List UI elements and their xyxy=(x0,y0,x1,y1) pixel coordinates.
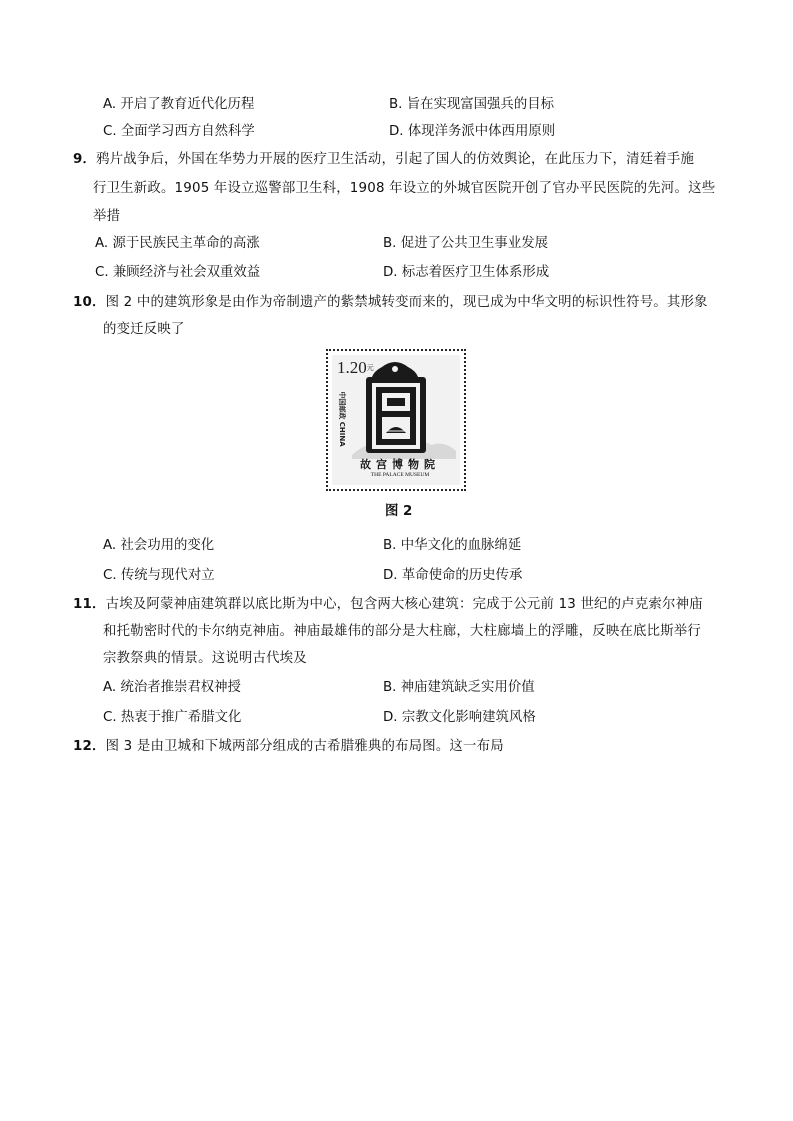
q11-option-c: C. 热衷于推广希腊文化 xyxy=(103,710,242,725)
q11-option-a: A. 统治者推崇君权神授 xyxy=(103,680,241,695)
q11-option-b: B. 神庙建筑缺乏实用价值 xyxy=(383,680,535,695)
q10-stem-line2: 的变迁反映了 xyxy=(103,322,185,337)
q8-option-d: D. 体现洋务派中体西用原则 xyxy=(389,124,556,139)
q9-stem-line2: 行卫生新政。1905 年设立巡警部卫生科，1908 年设立的外城官医院开创了官办平民医院的先河。这些 xyxy=(93,181,716,196)
q9-option-c: C. 兼顾经济与社会双重效益 xyxy=(95,265,261,280)
q9-text-1: 鸦片战争后，外国在华势力开展的医疗卫生活动，引起了国人的仿效舆论，在此压力下，清廷着手施 xyxy=(96,152,695,167)
q11-stem-line3: 宗教祭典的情景。这说明古代埃及 xyxy=(103,651,307,666)
stamp-artwork xyxy=(332,355,460,485)
stamp-value: 1.20 xyxy=(337,358,367,377)
q9-option-a: A. 源于民族民主革命的高涨 xyxy=(95,236,260,251)
q9-option-d: D. 标志着医疗卫生体系形成 xyxy=(383,265,550,280)
stamp-country: 中国邮政 CHINA xyxy=(338,391,346,447)
q10-option-d: D. 革命使命的历史传承 xyxy=(383,568,523,583)
q10-option-b: B. 中华文化的血脉绵延 xyxy=(383,538,522,553)
q10-stem-line1 xyxy=(73,294,708,312)
q11-option-d: D. 宗教文化影响建筑风格 xyxy=(383,710,536,725)
figure-2-caption: 图 2 xyxy=(385,504,413,519)
palace-museum-stamp xyxy=(326,349,466,491)
q12-text-1: 图 3 是由卫城和下城两部分组成的古希腊雅典的布局图。这一布局 xyxy=(105,739,504,754)
stamp-unit: 元 xyxy=(366,364,374,372)
stamp-title-cn: 故宫博物院 xyxy=(360,458,440,471)
q9-stem-line1 xyxy=(73,151,694,169)
q12-number: 12． xyxy=(73,739,106,754)
q11-stem-line2: 和托勒密时代的卡尔纳克神庙。神庙最雄伟的部分是大柱廊，大柱廊墙上的浮雕，反映在底比斯举行 xyxy=(103,624,701,639)
q10-option-a: A. 社会功用的变化 xyxy=(103,538,215,553)
q9-number: 9． xyxy=(73,152,97,167)
q12-stem-line1 xyxy=(73,738,504,756)
q11-text-1: 古埃及阿蒙神庙建筑群以底比斯为中心，包含两大核心建筑：完成于公元前 13 世纪的卢克索尔神庙 xyxy=(105,597,703,612)
q10-option-c: C. 传统与现代对立 xyxy=(103,568,215,583)
stamp-denomination xyxy=(337,359,374,377)
q8-option-c: C. 全面学习西方自然科学 xyxy=(103,124,255,139)
q9-option-b: B. 促进了公共卫生事业发展 xyxy=(383,236,548,251)
q10-text-1: 图 2 中的建筑形象是由作为帝制遗产的紫禁城转变而来的，现已成为中华文明的标识性符号。其形象 xyxy=(105,295,708,310)
stamp-title-en: THE PALACE MUSEUM xyxy=(370,472,430,478)
q9-stem-line3: 举措 xyxy=(93,209,121,224)
q8-option-a: A. 开启了教育近代化历程 xyxy=(103,97,255,112)
q11-stem-line1 xyxy=(73,596,703,614)
q11-number: 11． xyxy=(73,597,106,612)
q8-option-b: B. 旨在实现富国强兵的目标 xyxy=(389,97,554,112)
q10-number: 10． xyxy=(73,295,106,310)
